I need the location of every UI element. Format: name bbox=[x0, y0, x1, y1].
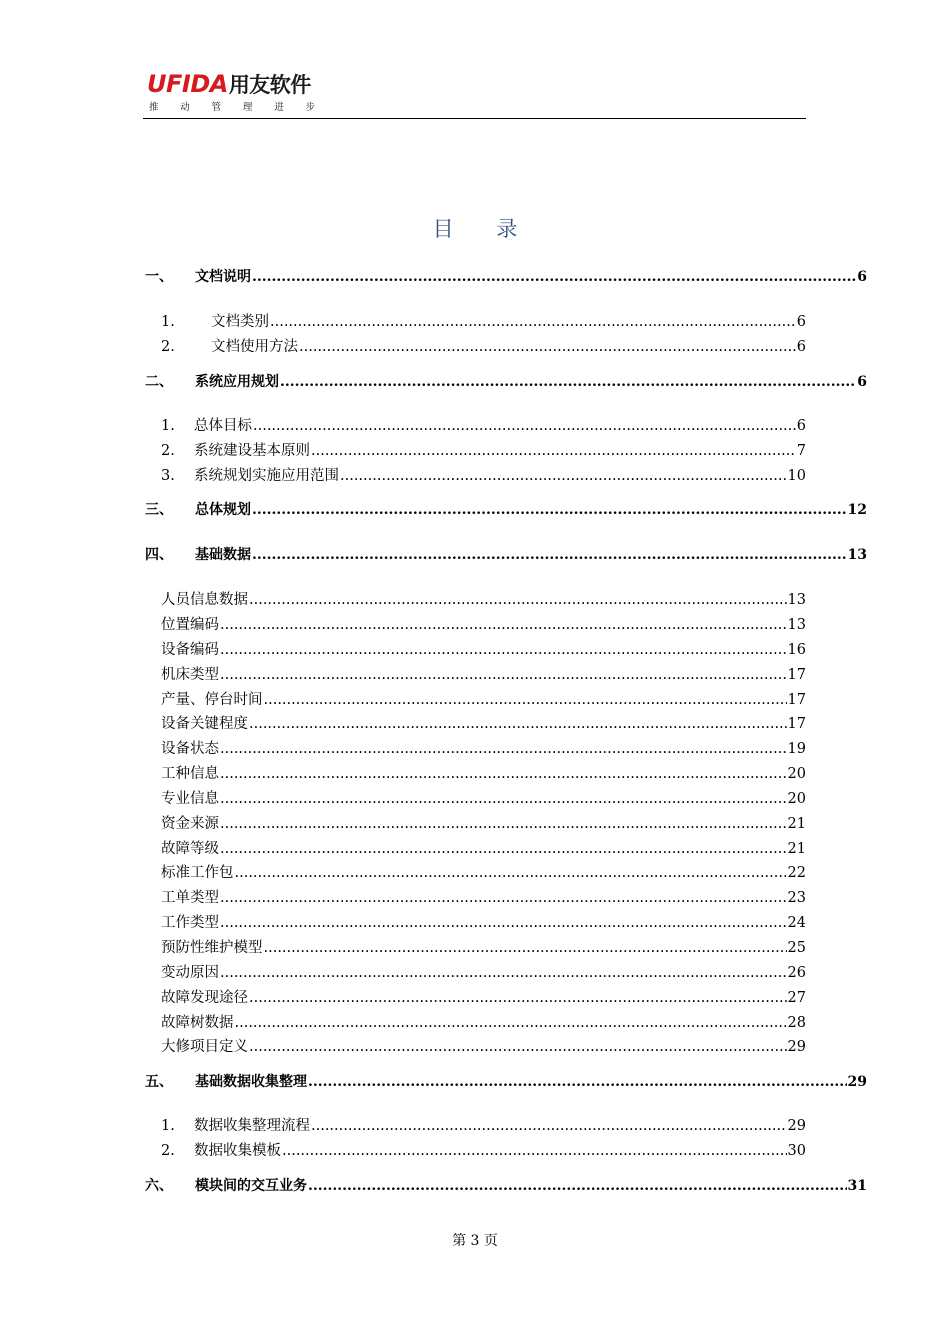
toc-entry-text: 文档类别 bbox=[211, 314, 269, 330]
toc-leader bbox=[220, 912, 787, 934]
toc-entry-number: 2. bbox=[161, 443, 175, 459]
toc-entry[interactable] bbox=[161, 336, 806, 358]
toc-entry-number: 六、 bbox=[145, 1178, 173, 1194]
toc-entry-text: 文档说明 bbox=[195, 269, 251, 285]
toc-entry-text: 文档使用方法 bbox=[211, 339, 298, 355]
toc-entry[interactable] bbox=[145, 544, 867, 566]
toc-entry-number: 1. bbox=[161, 418, 175, 434]
toc-entry[interactable] bbox=[161, 1036, 806, 1058]
page-header bbox=[143, 70, 806, 122]
toc-leader bbox=[220, 788, 787, 810]
toc-entry[interactable] bbox=[161, 713, 806, 735]
toc-entry-page: 6 bbox=[796, 314, 806, 330]
toc-entry-number: 1. bbox=[161, 1118, 175, 1134]
toc-entry-page: 29 bbox=[847, 1074, 867, 1090]
toc-entry[interactable] bbox=[145, 266, 867, 288]
toc-leader bbox=[220, 639, 787, 661]
toc-leader bbox=[311, 440, 796, 462]
toc-entry-text: 变动原因 bbox=[161, 965, 219, 981]
toc-entry[interactable] bbox=[161, 589, 806, 611]
toc-entry-page: 13 bbox=[847, 547, 867, 563]
toc-entry-text: 工作类型 bbox=[161, 915, 219, 931]
toc-entry[interactable] bbox=[161, 440, 806, 462]
toc-entry-page: 6 bbox=[857, 374, 867, 390]
toc-entry-page: 13 bbox=[787, 617, 806, 633]
toc-entry-text: 设备关键程度 bbox=[161, 716, 248, 732]
toc-entry-page: 17 bbox=[787, 692, 806, 708]
toc-entry[interactable] bbox=[161, 937, 806, 959]
toc-entry-page: 25 bbox=[787, 940, 806, 956]
toc-leader bbox=[220, 763, 787, 785]
toc-entry-page: 20 bbox=[787, 766, 806, 782]
toc-entry-text: 专业信息 bbox=[161, 791, 219, 807]
tagline-char: 进 bbox=[274, 102, 284, 113]
toc-entry[interactable] bbox=[161, 887, 806, 909]
toc-entry-page: 6 bbox=[796, 339, 806, 355]
toc-entry-page: 12 bbox=[847, 502, 867, 518]
toc-entry-page: 17 bbox=[787, 716, 806, 732]
toc-leader bbox=[308, 1175, 847, 1197]
toc-entry-text: 大修项目定义 bbox=[161, 1039, 248, 1055]
toc-entry-number: 1. bbox=[161, 314, 175, 330]
toc-leader bbox=[270, 311, 796, 333]
toc-entry-text: 设备编码 bbox=[161, 642, 219, 658]
toc-entry-text: 基础数据 bbox=[195, 547, 251, 563]
toc-entry-page: 7 bbox=[796, 443, 806, 459]
tagline-char: 理 bbox=[242, 102, 253, 113]
toc-entry[interactable] bbox=[161, 1115, 806, 1137]
toc-entry-page: 24 bbox=[787, 915, 806, 931]
toc-leader bbox=[264, 937, 787, 959]
toc-entry[interactable] bbox=[161, 962, 806, 984]
toc-entry-page: 29 bbox=[787, 1118, 806, 1134]
toc-leader bbox=[252, 266, 856, 288]
toc-entry-text: 系统规划实施应用范围 bbox=[194, 468, 339, 484]
toc-leader bbox=[249, 987, 787, 1009]
toc-entry-page: 16 bbox=[787, 642, 806, 658]
page-number: 第 3 页 bbox=[452, 1233, 498, 1249]
toc-entry[interactable] bbox=[161, 639, 806, 661]
toc-entry[interactable] bbox=[161, 788, 806, 810]
toc-entry-page: 17 bbox=[787, 667, 806, 683]
header-rule bbox=[143, 118, 806, 119]
logo-tagline bbox=[149, 99, 315, 113]
toc-entry[interactable] bbox=[161, 813, 806, 835]
toc-entry[interactable] bbox=[161, 664, 806, 686]
toc-entry-text: 预防性维护模型 bbox=[161, 940, 263, 956]
toc-entry[interactable] bbox=[145, 499, 867, 521]
toc-entry-text: 系统应用规划 bbox=[195, 374, 279, 390]
toc-leader bbox=[235, 1012, 787, 1034]
toc-entry[interactable] bbox=[161, 1140, 806, 1162]
toc-entry-page: 30 bbox=[787, 1143, 806, 1159]
toc-entry-page: 26 bbox=[787, 965, 806, 981]
toc-entry[interactable] bbox=[161, 311, 806, 333]
toc-entry-page: 29 bbox=[787, 1039, 806, 1055]
tagline-char: 推 bbox=[149, 102, 159, 113]
toc-entry[interactable] bbox=[161, 738, 806, 760]
toc-entry-text: 设备状态 bbox=[161, 741, 219, 757]
toc-entry-text: 总体规划 bbox=[195, 502, 251, 518]
toc-entry-text: 资金来源 bbox=[161, 816, 219, 832]
toc-entry[interactable] bbox=[161, 1012, 806, 1034]
toc-entry[interactable] bbox=[161, 862, 806, 884]
toc-entry-text: 工单类型 bbox=[161, 890, 219, 906]
toc-leader bbox=[264, 689, 787, 711]
toc-entry[interactable] bbox=[145, 1175, 867, 1197]
toc-entry-text: 标准工作包 bbox=[161, 865, 234, 881]
toc-entry-number: 四、 bbox=[145, 547, 173, 563]
toc-entry-page: 10 bbox=[787, 468, 806, 484]
toc-leader bbox=[220, 664, 787, 686]
tagline-char: 动 bbox=[180, 102, 190, 113]
toc-entry-text: 故障树数据 bbox=[161, 1015, 234, 1031]
toc-entry-page: 22 bbox=[787, 865, 806, 881]
logo-cn: 用友软件 bbox=[228, 73, 311, 97]
toc-entry-text: 故障发现途径 bbox=[161, 990, 248, 1006]
ufida-logo bbox=[147, 70, 311, 99]
toc-entry-text: 系统建设基本原则 bbox=[194, 443, 310, 459]
toc-entry[interactable] bbox=[161, 415, 806, 437]
toc-leader bbox=[311, 1115, 787, 1137]
toc-entry-page: 6 bbox=[796, 418, 806, 434]
toc-entry[interactable] bbox=[145, 1071, 867, 1093]
toc-entry[interactable] bbox=[161, 912, 806, 934]
toc-entry-text: 总体目标 bbox=[194, 418, 252, 434]
toc-entry-page: 27 bbox=[787, 990, 806, 1006]
toc-entry[interactable] bbox=[161, 465, 806, 487]
toc-leader bbox=[220, 838, 787, 860]
toc-leader bbox=[282, 1140, 787, 1162]
toc-entry-number: 3. bbox=[161, 468, 175, 484]
toc-entry-text: 数据收集模板 bbox=[194, 1143, 281, 1159]
toc-leader bbox=[220, 887, 787, 909]
toc-entry-text: 工种信息 bbox=[161, 766, 219, 782]
toc-leader bbox=[249, 1036, 787, 1058]
toc-leader bbox=[280, 371, 856, 393]
toc-leader bbox=[299, 336, 796, 358]
toc-entry-page: 20 bbox=[787, 791, 806, 807]
toc-entry-page: 21 bbox=[787, 816, 806, 832]
toc-leader bbox=[252, 544, 847, 566]
toc-title: 目 录 bbox=[432, 217, 536, 241]
toc-entry-number: 三、 bbox=[145, 502, 173, 518]
toc-entry-page: 23 bbox=[787, 890, 806, 906]
toc-entry-page: 31 bbox=[847, 1178, 867, 1194]
toc-entry-text: 数据收集整理流程 bbox=[194, 1118, 310, 1134]
tagline-char: 步 bbox=[305, 102, 315, 113]
toc-entry-page: 13 bbox=[787, 592, 806, 608]
toc-entry-number: 2. bbox=[161, 1143, 175, 1159]
toc-leader bbox=[220, 738, 787, 760]
toc-entry[interactable] bbox=[145, 371, 867, 393]
toc-leader bbox=[220, 962, 787, 984]
toc-entry-text: 位置编码 bbox=[161, 617, 219, 633]
toc-entry-text: 人员信息数据 bbox=[161, 592, 248, 608]
toc-entry-number: 五、 bbox=[145, 1074, 173, 1090]
toc-entry[interactable] bbox=[161, 763, 806, 785]
toc-entry[interactable] bbox=[161, 614, 806, 636]
toc-leader bbox=[308, 1071, 847, 1093]
toc-leader bbox=[249, 713, 787, 735]
toc-leader bbox=[253, 415, 796, 437]
toc-entry-page: 6 bbox=[857, 269, 867, 285]
toc-entry[interactable] bbox=[161, 689, 806, 711]
toc-entry[interactable] bbox=[161, 987, 806, 1009]
toc-entry-number: 2. bbox=[161, 339, 175, 355]
toc-entry-text: 故障等级 bbox=[161, 841, 219, 857]
toc-leader bbox=[235, 862, 787, 884]
toc-entry-page: 21 bbox=[787, 841, 806, 857]
toc-leader bbox=[252, 499, 847, 521]
toc-entry[interactable] bbox=[161, 838, 806, 860]
toc-entry-page: 19 bbox=[787, 741, 806, 757]
toc-entry-text: 基础数据收集整理 bbox=[195, 1074, 307, 1090]
toc-leader bbox=[220, 614, 787, 636]
toc-entry-number: 一、 bbox=[145, 269, 173, 285]
logo-latin: UFIDA bbox=[147, 70, 228, 98]
toc-leader bbox=[220, 813, 787, 835]
toc-entry-text: 模块间的交互业务 bbox=[195, 1178, 307, 1194]
toc-entry-text: 产量、停台时间 bbox=[161, 692, 263, 708]
tagline-char: 管 bbox=[211, 102, 222, 113]
toc-leader bbox=[340, 465, 787, 487]
toc-entry-page: 28 bbox=[787, 1015, 806, 1031]
toc-leader bbox=[249, 589, 787, 611]
toc-entry-text: 机床类型 bbox=[161, 667, 219, 683]
toc-entry-number: 二、 bbox=[145, 374, 173, 390]
